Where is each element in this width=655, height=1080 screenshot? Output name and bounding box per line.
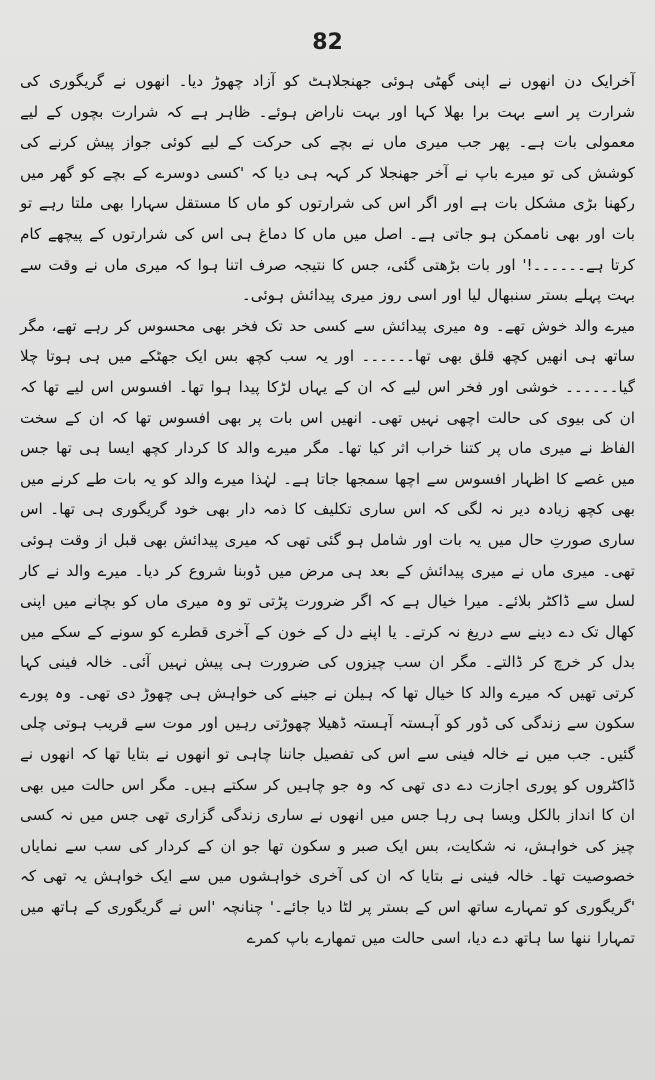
paragraph: آخرایک دن انھوں نے اپنی گھٹی ہوئی جھنجلاہٹ کو آزاد چھوڑ دیا۔ انھوں نے گریگوری کی شرارت پر اسے بہت برا بھلا کہا اور بہت ناراض ہوئے۔ ظاہر ہے کہ شرارت بچوں کے لیے معمولی بات ہے۔ پھر جب میری ماں نے بچے کی حرکت کے لیے کوئی جواز پیش کرنے کی کوشش کی تو میرے باپ نے آخر جھنجلا کر کہہ ہی دیا کہ 'کسی دوسرے کے بچے کو گھر میں رکھنا بڑی مشکل بات ہے اور اگر اس کی شرارتوں کو ماں کا مستقل سہارا بھی ملتا رہے تو بات اور بھی ناممکن ہو جاتی ہے۔ اصل میں ماں کا دماغ ہی اس کی شرارتوں کے پیچھے کام کرتا ہے۔۔۔۔۔۔!' اور بات بڑھتی گئی، جس کا نتیجہ صرف اتنا ہوا کہ میری ماں نے وقت سے بہت پہلے بستر سنبھال لیا اور اسی روز میری پیدائش ہوئی۔	[20, 72, 635, 305]
page-number: 82	[312, 30, 343, 55]
paragraph: میرے والد خوش تھے۔ وہ میری پیدائش سے کسی حد تک فخر بھی محسوس کر رہے تھے، مگر ساتھ ہی انھیں کچھ قلق بھی تھا۔۔۔۔۔۔ اور یہ سب کچھ بس ایک جھٹکے میں ہی ہوتا چلا گیا۔۔۔۔۔۔ خوشی اور فخر اس لیے کہ ان کے یہاں لڑکا پیدا ہوا تھا۔ افسوس اس لیے تھا کہ ان کی بیوی کی حالت اچھی نہیں تھی۔ انھیں اس بات پر بھی افسوس تھا کہ ان کے سخت الفاظ نے میری ماں پر کتنا خراب اثر کیا تھا۔ مگر میرے والد کا کردار کچھ ایسا ہی تھا جس میں غصے کا اظہار افسوس سے اچھا سمجھا جاتا ہے۔ لہٰذا میرے والد کو یہ بات طے کرنے میں بھی کچھ زیادہ دیر نہ لگی کہ اس ساری تکلیف کا ذمہ دار بھی خود گریگوری ہی تھا۔ اس ساری صورتِ حال میں یہ بات اور شامل ہو گئی تھی کہ میری پیدائش بھی قبل از وقت ہوئی تھی۔ میری ماں نے میری پیدائش کے بعد ہی مرض میں ڈوبنا شروع کر دیا۔ میرے والد نے کار لسل سے ڈاکٹر بلائے۔ میرا خیال ہے کہ اگر ضرورت پڑتی تو وہ میری ماں کو بچانے میں اپنی کھال تک دے دینے سے دریغ نہ کرتے۔ یا اپنے دل کے خون کے آخری قطرے کو سونے کے سکے میں بدل کر خرچ کر ڈالتے۔ مگر ان سب چیزوں کی ضرورت ہی پیش نہیں آئی۔ خالہ فینی کہا کرتی تھیں کہ میرے والد کا خیال تھا کہ ہیلن نے جینے کی خواہش ہی چھوڑ دی تھی۔ وہ پورے سکون سے زندگی کی ڈور کو آہستہ آہستہ ڈھیلا چھوڑتی رہیں اور موت سے قریب ہوتی چلی گئیں۔ جب میں نے خالہ فینی سے اس کی تفصیل جاننا چاہی تو انھوں نے بتایا تھا کہ انھوں نے ڈاکٹروں کو پوری اجازت دے دی تھی کہ وہ جو چاہیں کر سکتے ہیں۔ مگر اس حالت میں بھی ان کا انداز بالکل ویسا ہی رہا جس میں انھوں نے ساری زندگی گزاری تھی جس میں نہ کسی چیز کی خواہش، نہ شکایت، بس ایک صبر و سکون تھا جو ان کے کردار کی سب سے نمایاں خصوصیت تھا۔ خالہ فینی نے بتایا کہ ان کی آخری خواہشوں میں سے ایک خواہش یہ تھی کہ 'گریگوری کو تمہارے ساتھ اس کے بستر پر لٹا دیا جائے۔' چنانچہ 'اس نے گریگوری کے ہاتھ میں تمہارا ننھا سا ہاتھ دے دیا، اسی حالت میں تمھارے باپ کمرے	[20, 316, 635, 947]
page-body	[20, 66, 635, 953]
